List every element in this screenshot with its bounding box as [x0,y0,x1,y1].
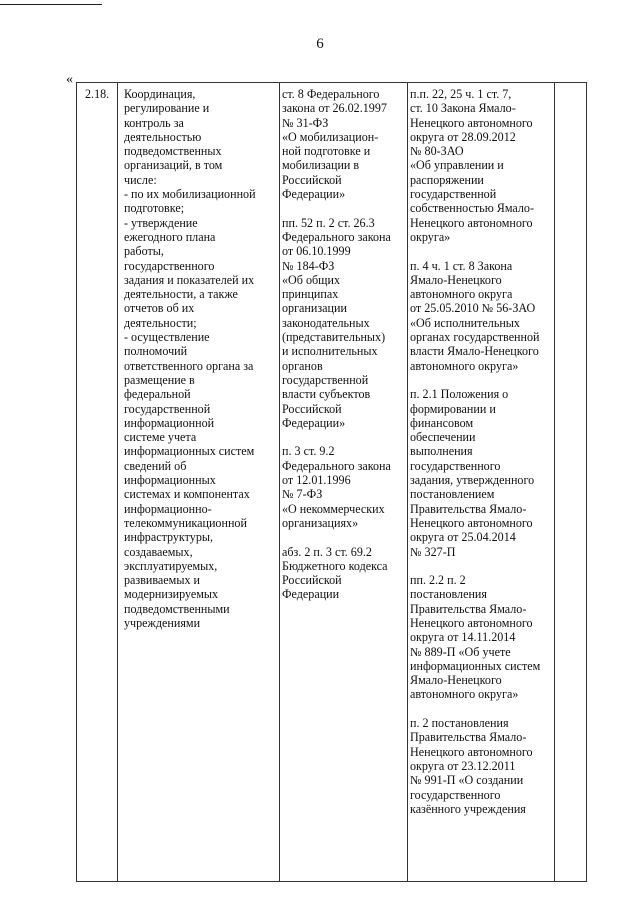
regional-legal-basis-cell: п.п. 22, 25 ч. 1 ст. 7, ст. 10 Закона Ямало- Ненецкого автономного округа от 28.09.2012 № 80-ЗАО «Об управлении и распоряжении государственной собственностью Ямало- Ненецкого автономного округа» п. 4 ч. 1 ст. 8 Закона Ямало-Ненецкого автономного округа от 25.05.2010 № 56-ЗАО «Об исполнительных органах государственной власти Ямало-Ненецкого автономного округа» п. 2.1 Положения о формировании и финансовом обеспечении выполнения государственного задания, утвержденного постановлением Правительства Ямало- Ненецкого автономного округа от 25.04.2014 № 327-П пп. 2.2 п. 2 постановления Правительства Ямало- Ненецкого автономного округа от 14.11.2014 № 889-П «Об учете информационных систем Ямало-Ненецкого автономного округа» п. 2 постановления Правительства Ямало- Ненецкого автономного округа от 23.12.2011 № 991-П «О создании государственного казённого учреждения [410,87,541,816]
column-divider [279,83,280,881]
column-divider [117,83,118,881]
page-number: 6 [316,36,324,52]
opening-quote: « [66,72,73,87]
top-rule [0,4,102,5]
row-number-cell: 2.18. [85,87,110,101]
function-description-cell: Координация, регулирование и контроль за деятельностью подведомственных организаций, в том числе: - по их мобилизационной подготовке; - утверждение ежегодного плана работы, государственного задания и показателей их деятельности, а также отчетов об их деятельности; - осуществление полномочий ответственного органа за размещение в федеральной государственной информационной системе учета информационных систем сведений об информационных системах и компонентах информационно- телекоммуникационной инфраструктуры, создаваемых, эксплуатируемых, развиваемых и модернизируемых подведомственными учреждениями [124,87,256,630]
federal-legal-basis-cell: ст. 8 Федерального закона от 26.02.1997 № 31-ФЗ «О мобилизацион- ной подготовке и мобилизации в Российской Федерации» пп. 52 п. 2 ст. 26.3 Федерального закона от 06.10.1999 № 184-ФЗ «Об общих принципах организации законодательных (представительных) и исполнительных органов государственной власти субъектов Российской Федерации» п. 3 ст. 9.2 Федерального закона от 12.01.1996 № 7-ФЗ «О некоммерческих организациях» абз. 2 п. 3 ст. 69.2 Бюджетного кодекса Российской Федерации [282,87,391,602]
responsibilities-table [76,82,587,882]
column-divider [407,83,408,881]
